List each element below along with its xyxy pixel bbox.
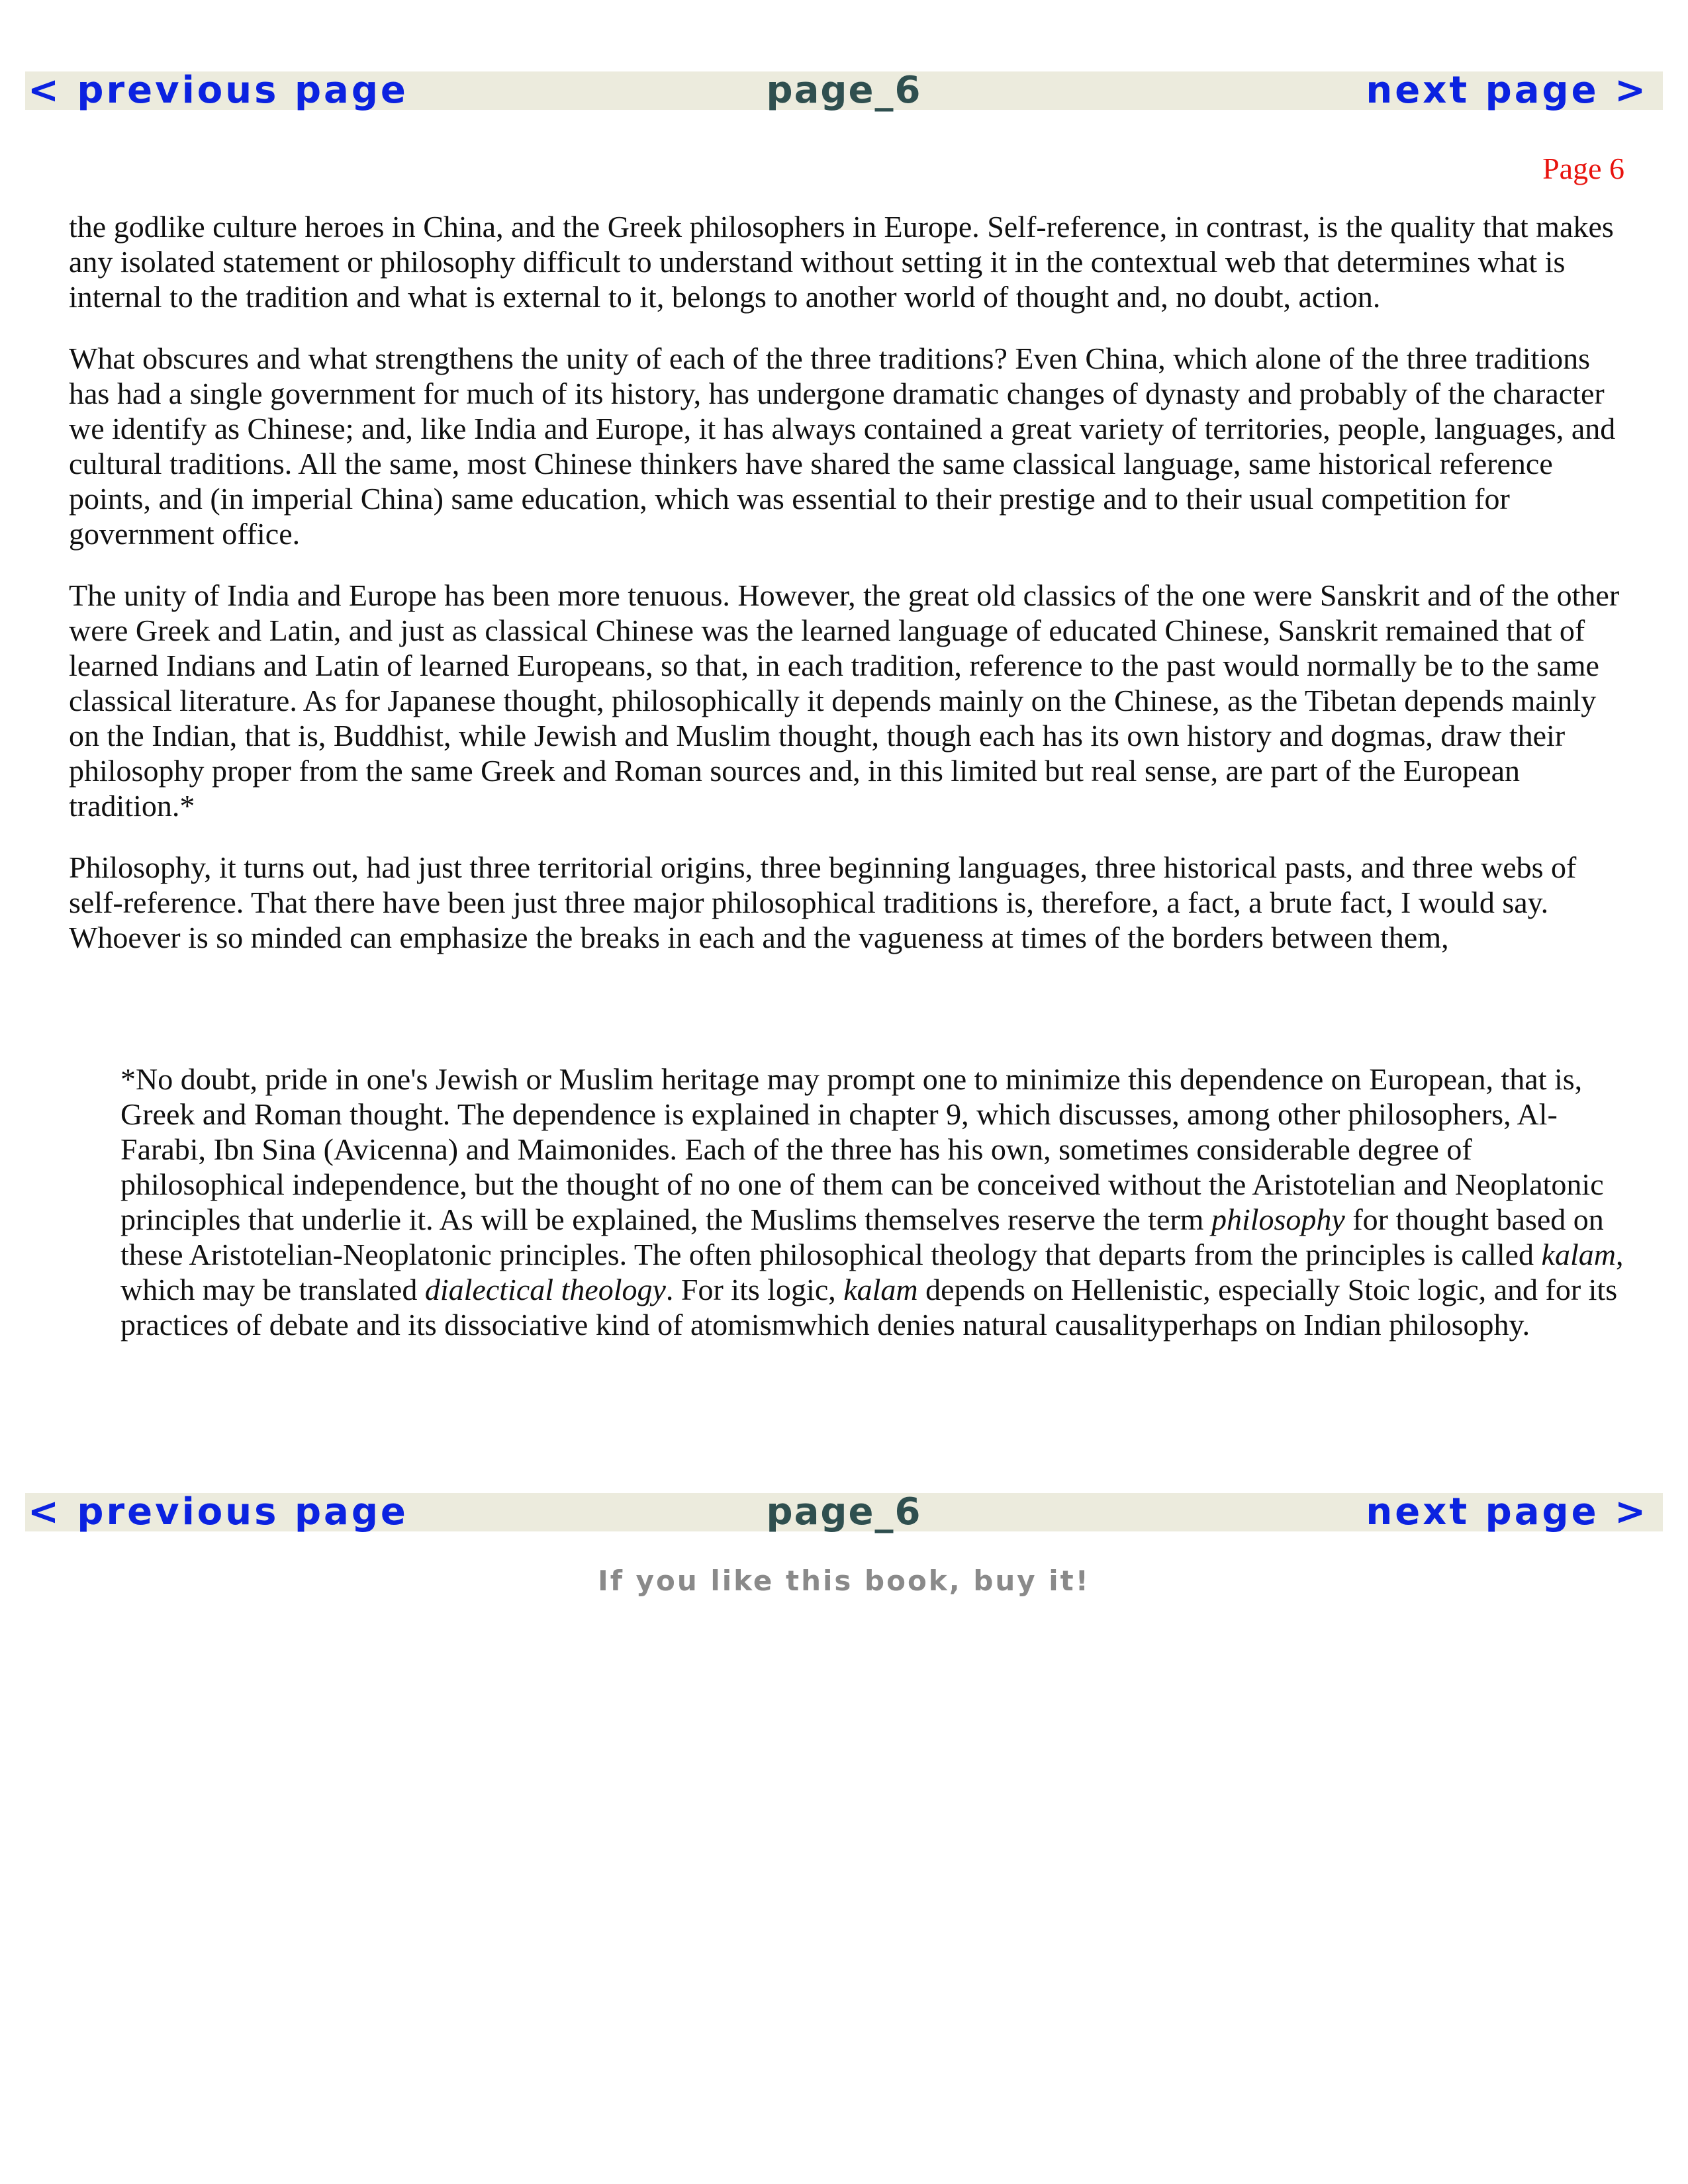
footnote-segment: *No doubt, pride in one's Jewish or Muslim heritage may prompt one to minimize this dependence on European, that is, Greek and Roman thought. The dependence is explained in chapter 9, which discusses, among other philosophers, Al-Farabi, Ibn Sina (Avicenna) and Maimonides. Each of the three has his own, sometimes considerable degree of philosophical independence, but the thought of no one of them can be conceived without the Aristotelian and Neoplatonic principles that underlie it. As will be explained, the Muslims themselves reserve the term (120, 1062, 1604, 1236)
footnote-emphasis: kalam (843, 1273, 918, 1306)
footnote-segment: , which may be translated (120, 1238, 1624, 1306)
bottom-navigation-bar (25, 1490, 1663, 1533)
current-page-label: page_6 (766, 1490, 922, 1533)
footnote-segment: depends on Hellenistic, especially Stoic logic, and for its practices of debate and its dissociative kind of atomismwhich denies natural causalityperhaps on Indian philosophy. (120, 1273, 1618, 1342)
paragraph: What obscures and what strengthens the unity of each of the three traditions? Even China, which alone of the three traditions has had a single government for much of its history, has undergone dramatic changes of dynasty and probably of the character we identify as Chinese; and, like India and Europe, it has always contained a great variety of territories, people, languages, and cultural traditions. All the same, most Chinese thinkers have shared the same classical language, same historical reference points, and (in imperial China) same education, which was essential to their prestige and to their usual competition for government office. (69, 341, 1616, 551)
paragraph: The unity of India and Europe has been more tenuous. However, the great old classics of the one were Sanskrit and of the other were Greek and Latin, and just as classical Chinese was the learned language of educated Chinese, Sanskrit remained that of learned Indians and Latin of learned Europeans, so that, in each tradition, reference to the past would normally be to the same classical literature. As for Japanese thought, philosophically it depends mainly on the Chinese, as the Tibetan depends mainly on the Indian, that is, Buddhist, while Jewish and Muslim thought, though each has its own history and dogmas, draw their philosophy proper from the same Greek and Roman sources and, in this limited but real sense, are part of the European tradition.* (69, 578, 1620, 823)
top-navigation-bar (25, 71, 1663, 110)
next-page-link[interactable]: next page > (1366, 1490, 1648, 1533)
paragraph: Philosophy, it turns out, had just three territorial origins, three beginning languages, three historical pasts, and three webs of self-reference. That there have been just three major philosophical traditions is, therefore, a fact, a brute fact, I would say. Whoever is so minded can emphasize the breaks in each and the vagueness at times of the borders between them, (69, 850, 1577, 954)
previous-page-link[interactable]: < previous page (28, 1490, 408, 1533)
buy-book-message: If you like this book, buy it! (598, 1565, 1090, 1597)
footnote-segment: . For its logic, (665, 1273, 844, 1306)
footnote-text (120, 1062, 1631, 1342)
page-number: Page 6 (1542, 152, 1624, 185)
footnote-emphasis: kalam (1541, 1238, 1616, 1271)
next-page-link[interactable]: next page > (1366, 69, 1648, 112)
footnote-emphasis: philosophy (1211, 1203, 1345, 1236)
body-text (69, 209, 1631, 981)
current-page-label: page_6 (766, 69, 922, 112)
previous-page-link[interactable]: < previous page (28, 69, 408, 112)
footnote-emphasis: dialectical theology (424, 1273, 666, 1306)
footnote-segment: for thought based on these Aristotelian-Neoplatonic principles. The often philosophical theology that departs from the principles is called (120, 1203, 1604, 1271)
paragraph: the godlike culture heroes in China, and the Greek philosophers in Europe. Self-reference, in contrast, is the quality that makes any isolated statement or philosophy difficult to understand without setting it in the contextual web that determines what is internal to the tradition and what is external to it, belongs to another world of thought and, no doubt, action. (69, 210, 1614, 314)
footnote (120, 1062, 1631, 1342)
